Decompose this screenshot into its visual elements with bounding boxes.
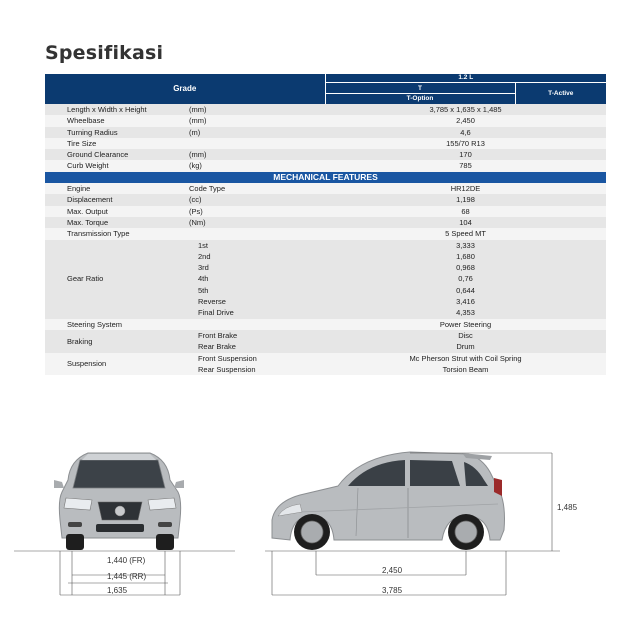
spec-row-max-output	[45, 206, 606, 217]
gear-name: 4th	[185, 273, 325, 284]
spec-row-length	[45, 104, 606, 115]
rear-track-label: 1,445 (RR)	[107, 572, 147, 581]
gear-value: 3,333	[325, 240, 606, 251]
engine-size-header: 1.2 L	[325, 74, 606, 83]
gear-value: 0,968	[325, 262, 606, 273]
mechanical-section-title: MECHANICAL FEATURES	[45, 172, 606, 183]
spec-label: Max. Output	[45, 206, 185, 217]
wheelbase-label: 2,450	[382, 566, 403, 575]
spec-value: 68	[325, 206, 606, 217]
spec-row-tire-size	[45, 138, 606, 149]
gear-name: 1st	[185, 240, 325, 251]
suspension-front-label: Front Suspension	[185, 353, 325, 364]
page-title: Spesifikasi	[45, 42, 164, 64]
height-label: 1,485	[557, 503, 578, 512]
spec-unit: (cc)	[185, 194, 325, 205]
spec-row-max-torque	[45, 217, 606, 228]
gear-name: Reverse	[185, 296, 325, 307]
spec-row-displacement	[45, 194, 606, 205]
spec-unit: (Ps)	[185, 206, 325, 217]
spec-label: Engine	[45, 183, 185, 194]
car-front-view	[54, 453, 184, 550]
spec-unit: (mm)	[185, 149, 325, 160]
spec-value: 170	[325, 149, 606, 160]
spec-label-braking: Braking	[45, 330, 185, 353]
spec-value: 3,785 x 1,635 x 1,485	[325, 104, 606, 115]
spec-unit: (m)	[185, 127, 325, 138]
spec-value: 5 Speed MT	[325, 228, 606, 239]
gear-name: 2nd	[185, 251, 325, 262]
spec-row-ground-clearance	[45, 149, 606, 160]
spec-row-transmission	[45, 228, 606, 239]
gear-name: 3rd	[185, 262, 325, 273]
spec-label: Wheelbase	[45, 115, 185, 126]
spec-row-turning-radius	[45, 127, 606, 138]
spec-value: 104	[325, 217, 606, 228]
gear-value: 4,353	[325, 307, 606, 318]
spec-row-brake-front	[45, 330, 606, 341]
brake-rear-value: Drum	[325, 341, 606, 352]
spec-unit-empty	[185, 319, 325, 330]
spec-value: 785	[325, 160, 606, 171]
spec-value: HR12DE	[325, 183, 606, 194]
suspension-rear-value: Torsion Beam	[325, 364, 606, 375]
t-active-header: T-Active	[515, 83, 606, 105]
gear-value: 3,416	[325, 296, 606, 307]
spec-label: Tire Size	[45, 138, 185, 149]
gear-name: 5th	[185, 285, 325, 296]
spec-label: Transmission Type	[45, 228, 185, 239]
spec-unit: (mm)	[185, 115, 325, 126]
spec-row-wheelbase	[45, 115, 606, 126]
t-option-header: T-Option	[325, 94, 515, 105]
car-side-view	[272, 452, 505, 550]
spec-value: 4,6	[325, 127, 606, 138]
brake-rear-label: Rear Brake	[185, 341, 325, 352]
spec-unit: Code Type	[185, 183, 325, 194]
spec-value: 2,450	[325, 115, 606, 126]
spec-label: Displacement	[45, 194, 185, 205]
gear-name: Final Drive	[185, 307, 325, 318]
width-label: 1,635	[107, 586, 128, 595]
spec-label: Curb Weight	[45, 160, 185, 171]
spec-unit: (mm)	[185, 104, 325, 115]
brake-front-label: Front Brake	[185, 330, 325, 341]
spec-row-suspension-front	[45, 353, 606, 364]
spec-value: 155/70 R13	[325, 138, 606, 149]
car-dimension-drawing	[0, 420, 640, 640]
spec-label: Steering System	[45, 319, 185, 330]
spec-unit	[185, 228, 325, 239]
spec-label: Ground Clearance	[45, 149, 185, 160]
spec-label: Max. Torque	[45, 217, 185, 228]
brake-front-value: Disc	[325, 330, 606, 341]
suspension-front-value: Mc Pherson Strut with Coil Spring	[325, 353, 606, 364]
spec-label: Turning Radius	[45, 127, 185, 138]
spec-label-gear-ratio: Gear Ratio	[45, 240, 185, 319]
grade-header: Grade	[45, 74, 325, 104]
length-label: 3,785	[382, 586, 403, 595]
t-header: T	[325, 83, 515, 94]
spec-value: Power Steering	[325, 319, 606, 330]
spec-row-steering	[45, 319, 606, 330]
front-track-label: 1,440 (FR)	[107, 556, 146, 565]
suspension-rear-label: Rear Suspension	[185, 364, 325, 375]
spec-table	[45, 74, 606, 375]
spec-label: Length x Width x Height	[45, 104, 185, 115]
spec-unit: (Nm)	[185, 217, 325, 228]
spec-value: 1,198	[325, 194, 606, 205]
spec-row-gear-1	[45, 240, 606, 251]
spec-label-suspension: Suspension	[45, 353, 185, 376]
spec-row-engine	[45, 183, 606, 194]
mechanical-section-row	[45, 172, 606, 183]
gear-value: 1,680	[325, 251, 606, 262]
spec-unit	[185, 138, 325, 149]
spec-unit: (kg)	[185, 160, 325, 171]
spec-row-curb-weight	[45, 160, 606, 171]
gear-value: 0,76	[325, 273, 606, 284]
gear-value: 0,644	[325, 285, 606, 296]
header-row-1	[45, 74, 606, 83]
